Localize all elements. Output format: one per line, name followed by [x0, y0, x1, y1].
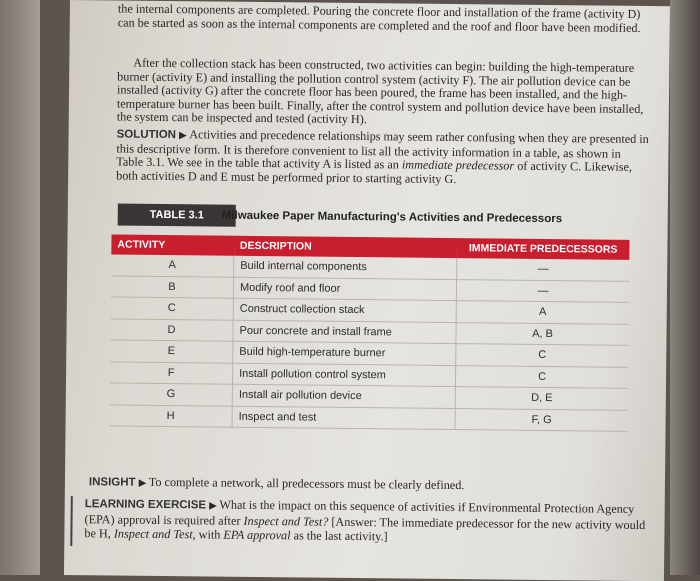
predecessor-cell: A: [456, 301, 629, 324]
predecessor-cell: C: [455, 365, 628, 388]
exercise-label: LEARNING EXERCISE: [84, 498, 207, 512]
activity-cell: D: [110, 318, 233, 341]
activity-cell: C: [111, 297, 234, 320]
play-arrow-icon: ▶: [178, 130, 190, 142]
play-arrow-icon: ▶: [138, 477, 149, 489]
activity-cell: H: [110, 404, 233, 427]
solution-text-b: of activity C. Likewise, both activities D and E must be performed prior to starting activity G.: [116, 158, 633, 186]
table-row: [110, 404, 628, 431]
description-cell: Install air pollution device: [232, 384, 455, 408]
paragraph-2: After the collection stack has been constructed, two activities can begin: building the high-temperature burner (activity E) and installing the pollution control system (activity F). The air pollution device can be installed (activity G) after the concrete floor has been poured, the frame has been installed, and the high-temperature burner has been built. Finally, after the control system and pollution device have been installed, the system can be inspected and tested (activity H).: [116, 55, 644, 127]
header-activity: ACTIVITY: [111, 234, 234, 255]
exercise-italic-b: Inspect and Test: [113, 526, 193, 542]
activity-cell: A: [111, 254, 234, 276]
insight-label: INSIGHT: [88, 476, 136, 489]
exercise-paragraph: [84, 496, 648, 546]
activity-cell: B: [111, 275, 234, 298]
table-label: TABLE 3.1: [118, 204, 236, 227]
solution-paragraph: [116, 127, 651, 188]
margin-bar: [70, 496, 73, 546]
description-cell: Inspect and test: [232, 406, 455, 430]
header-predecessors: IMMEDIATE PREDECESSORS: [457, 238, 630, 260]
predecessor-cell: —: [457, 258, 630, 281]
activities-table: [110, 234, 630, 431]
table-title: Milwaukee Paper Manufacturing's Activities and Predecessors: [221, 209, 563, 226]
description-cell: Modify roof and floor: [233, 277, 456, 301]
solution-text-a: Activities and precedence relationships may seem rather confusing when they are presented in this descriptive form. It is therefore convenient to list all the activity information in a table, as shown in Table 3.1. We see in the table that activity A is listed as an: [116, 127, 649, 172]
description-cell: Construct collection stack: [233, 298, 456, 322]
paragraph-1: the internal components are completed. Pouring the concrete floor and installation of the frame (activity D) can be started as soon as the internal components are completed and the roof and floor have been modified.: [117, 1, 641, 35]
predecessor-cell: F, G: [455, 408, 628, 431]
predecessor-cell: C: [456, 344, 629, 367]
header-description: DESCRIPTION: [234, 236, 457, 258]
description-cell: Install pollution control system: [232, 363, 455, 387]
book-page: [64, 0, 670, 581]
activity-cell: G: [110, 383, 233, 406]
activity-cell: E: [110, 340, 233, 363]
solution-label: SOLUTION: [116, 128, 177, 142]
description-cell: Build internal components: [234, 256, 457, 279]
predecessor-cell: A, B: [456, 322, 629, 345]
description-cell: Build high-temperature burner: [233, 341, 456, 365]
play-arrow-icon: ▶: [209, 500, 220, 512]
exercise-italic-a: Inspect and Test?: [243, 513, 329, 529]
insight-paragraph: [89, 474, 649, 495]
background-left: [0, 0, 40, 575]
exercise-text-d: as the last activity.]: [290, 528, 388, 544]
insight-text: To complete a network, all predecessors must be clearly defined.: [148, 474, 465, 493]
background-right: [670, 0, 700, 575]
description-cell: Pour concrete and install frame: [233, 320, 456, 344]
exercise-italic-c: EPA approval: [223, 527, 291, 543]
activity-cell: F: [110, 361, 233, 384]
predecessor-cell: —: [456, 279, 629, 302]
solution-italic: immediate predecessor: [401, 157, 515, 173]
exercise-text-c: , with: [192, 527, 224, 542]
exercise-text-a: What is the impact on this sequence of activities if Environmental Protection Agency (EPA) approval is required after: [84, 497, 635, 528]
exercise-text-b: [Answer: The immediate predecessor for the new activity would be H,: [84, 514, 646, 541]
predecessor-cell: D, E: [455, 387, 628, 410]
